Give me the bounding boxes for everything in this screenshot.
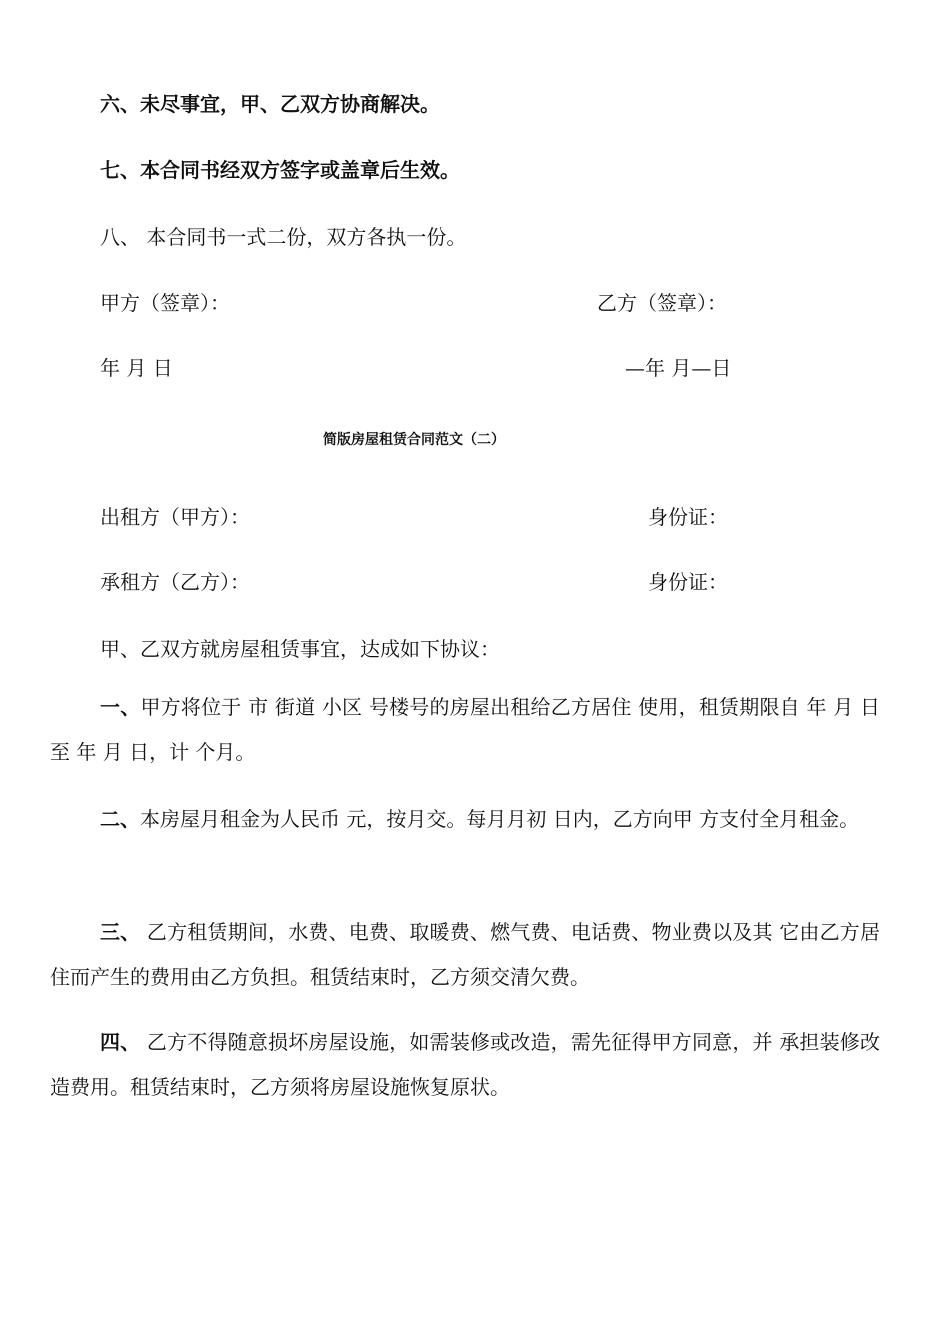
- lessee-id-label: 身份证：: [648, 570, 728, 594]
- clause-six: 六、未尽事宜，甲、乙双方协商解决。: [100, 92, 440, 116]
- clause-text: 乙方不得随意损坏房屋设施，如需装修或改造，需先征得甲方同意，并 承担装修改造费用。租赁结束时，乙方须将房屋设施恢复原状。: [50, 1030, 880, 1099]
- section-title: 简版房屋租赁合同范文（二）: [323, 432, 505, 448]
- clause-seven: 七、本合同书经双方签字或盖章后生效。: [100, 158, 460, 182]
- party-a-signature-label: 甲方（签章）：: [100, 291, 230, 315]
- lessee-label: 承租方（乙方）：: [100, 570, 250, 594]
- agreement-intro: 甲、乙双方就房屋租赁事宜，达成如下协议：: [100, 637, 500, 661]
- clause-text: 乙方租赁期间，水费、电费、取暖费、燃气费、电话费、物业费以及其 它由乙方居住而产生的费用由乙方负担。租赁结束时，乙方须交清欠费。: [50, 920, 880, 989]
- clause-one: [50, 685, 880, 775]
- clause-text: 本房屋月租金为人民币 元，按月交。每月月初 日内，乙方向甲 方支付全月租金。: [140, 807, 860, 831]
- clause-number: 三、: [100, 920, 141, 944]
- clause-number: 二、: [100, 807, 140, 831]
- party-a-date: 年 月 日: [100, 356, 173, 380]
- lessor-id-label: 身份证：: [648, 505, 728, 529]
- clause-four: [50, 1020, 880, 1110]
- clause-number: 四、: [100, 1030, 141, 1054]
- lessor-label: 出租方（甲方）：: [100, 505, 250, 529]
- party-b-date: —年 月—日: [625, 356, 732, 380]
- clause-text: 甲方将位于 市 街道 小区 号楼号的房屋出租给乙方居住 使用，租赁期限自 年 月 日至 年 月 日，计 个月。: [50, 695, 881, 764]
- clause-two: [50, 797, 880, 842]
- clause-number: 一、: [100, 695, 141, 719]
- clause-eight: 八、 本合同书一式二份，双方各执一份。: [100, 225, 467, 249]
- clause-three: [50, 910, 880, 1000]
- party-b-signature-label: 乙方（签章）：: [597, 291, 727, 315]
